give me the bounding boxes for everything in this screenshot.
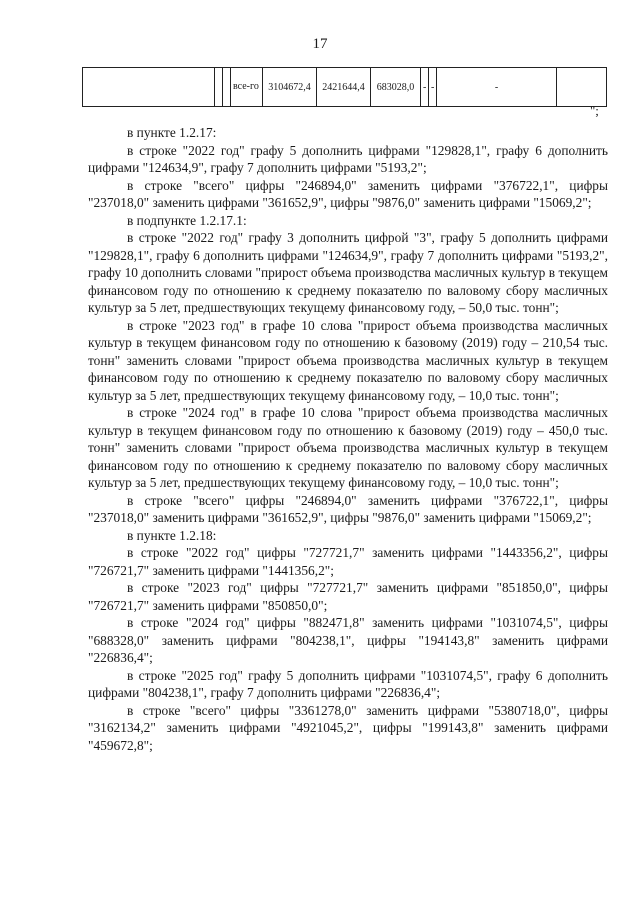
table-cell: 2421644,4 bbox=[317, 68, 371, 107]
item-heading: в подпункте 1.2.17.1: bbox=[127, 212, 247, 228]
amendment-paragraph: в строке "2025 год" графу 5 дополнить цифрами "1031074,5", графу 6 дополнить цифрами "804238,1", графу 7 дополнить цифрами "226836,4"; bbox=[88, 667, 608, 700]
table-cell-empty bbox=[215, 68, 223, 107]
amendment-paragraph: в строке "2024 год" в графе 10 слова "прирост объема производства масличных культур в текущем финансовом году по отношению к базовому (2019) году – 450,0 тыс. тонн" заменить словами "прирост объема производства масличных культур в текущем финансовом году по отношению к среднему показателю по валовому сбору масличных культур за 5 лет, предшествующих текущему финансовому году, – 10,0 тыс. тонн"; bbox=[88, 405, 608, 490]
amendment-paragraph: в строке "2023 год" в графе 10 слова "прирост объема производства масличных культур в текущем финансовом году по отношению к базовому (2019) году – 210,54 тыс. тонн" заменить словами "прирост объема производства масличных культур в текущем финансовом году по отношению к среднему показателю по валовому сбору масличных культур за 5 лет, предшествующих текущему финансовому году, – 10,0 тыс. тонн"; bbox=[88, 317, 608, 403]
table-cell-empty bbox=[83, 68, 215, 107]
amendment-paragraph: в строке "2022 год" цифры "727721,7" заменить цифрами "1443356,2", цифры "726721,7" заменить цифрами "1441356,2"; bbox=[88, 545, 608, 578]
amendment-paragraph: в строке "2022 год" графу 3 дополнить цифрой "3", графу 5 дополнить цифрами "129828,1", графу 6 дополнить цифрами "124634,9", графу 7 дополнить цифрами "5193,2", графу 10 дополнить словами "прирост объема производства масличных культур в текущем финансовом году по отношению к среднему показателю по валовому сбору масличных культур за 5 лет, предшествующих текущему финансовому году, – 50,0 тыс. тонн"; bbox=[88, 230, 608, 315]
table-cell: 683028,0 bbox=[371, 68, 421, 107]
item-heading: в пункте 1.2.17: bbox=[127, 125, 217, 140]
table-cell-empty bbox=[223, 68, 231, 107]
item-heading: в пункте 1.2.18: bbox=[127, 527, 217, 543]
table-cell: - bbox=[437, 68, 557, 107]
closing-quote-mark: "; bbox=[590, 103, 599, 118]
page-number: 17 bbox=[312, 36, 328, 52]
table-cell: 3104672,4 bbox=[263, 68, 317, 107]
amendment-paragraph: в строке "2022 год" графу 5 дополнить цифрами "129828,1", графу 6 дополнить цифрами "124634,9", графу 7 дополнить цифрами "5193,2"; bbox=[88, 142, 608, 175]
amendment-paragraph: в строке "2024 год" цифры "882471,8" заменить цифрами "1031074,5", цифры "688328,0" заменить цифрами "804238,1", цифры "194143,8" заменить цифрами "226836,4"; bbox=[88, 615, 608, 665]
table-cell: - bbox=[429, 68, 437, 107]
table-cell-row-label: все-го bbox=[231, 68, 263, 107]
table-row bbox=[83, 68, 607, 107]
amendment-paragraph: в строке "всего" цифры "246894,0" заменить цифрами "376722,1", цифры "237018,0" заменить цифрами "361652,9", цифры "9876,0" заменить цифрами "15069,2"; bbox=[88, 492, 608, 525]
document-body bbox=[88, 124, 608, 754]
table-cell-empty bbox=[557, 68, 607, 107]
amendment-paragraph: в строке "всего" цифры "3361278,0" заменить цифрами "5380718,0", цифры "3162134,2" заменить цифрами "4921045,2", цифры "199143,8" заменить цифрами "459672,8"; bbox=[88, 702, 608, 753]
amendment-paragraph: в строке "2023 год" цифры "727721,7" заменить цифрами "851850,0", цифры "726721,7" заменить цифрами "850850,0"; bbox=[88, 580, 608, 613]
table-fragment bbox=[82, 67, 607, 107]
amendment-paragraph: в строке "всего" цифры "246894,0" заменить цифрами "376722,1", цифры "237018,0" заменить цифрами "361652,9", цифры "9876,0" заменить цифрами "15069,2"; bbox=[88, 177, 608, 210]
table-cell: - bbox=[421, 68, 429, 107]
